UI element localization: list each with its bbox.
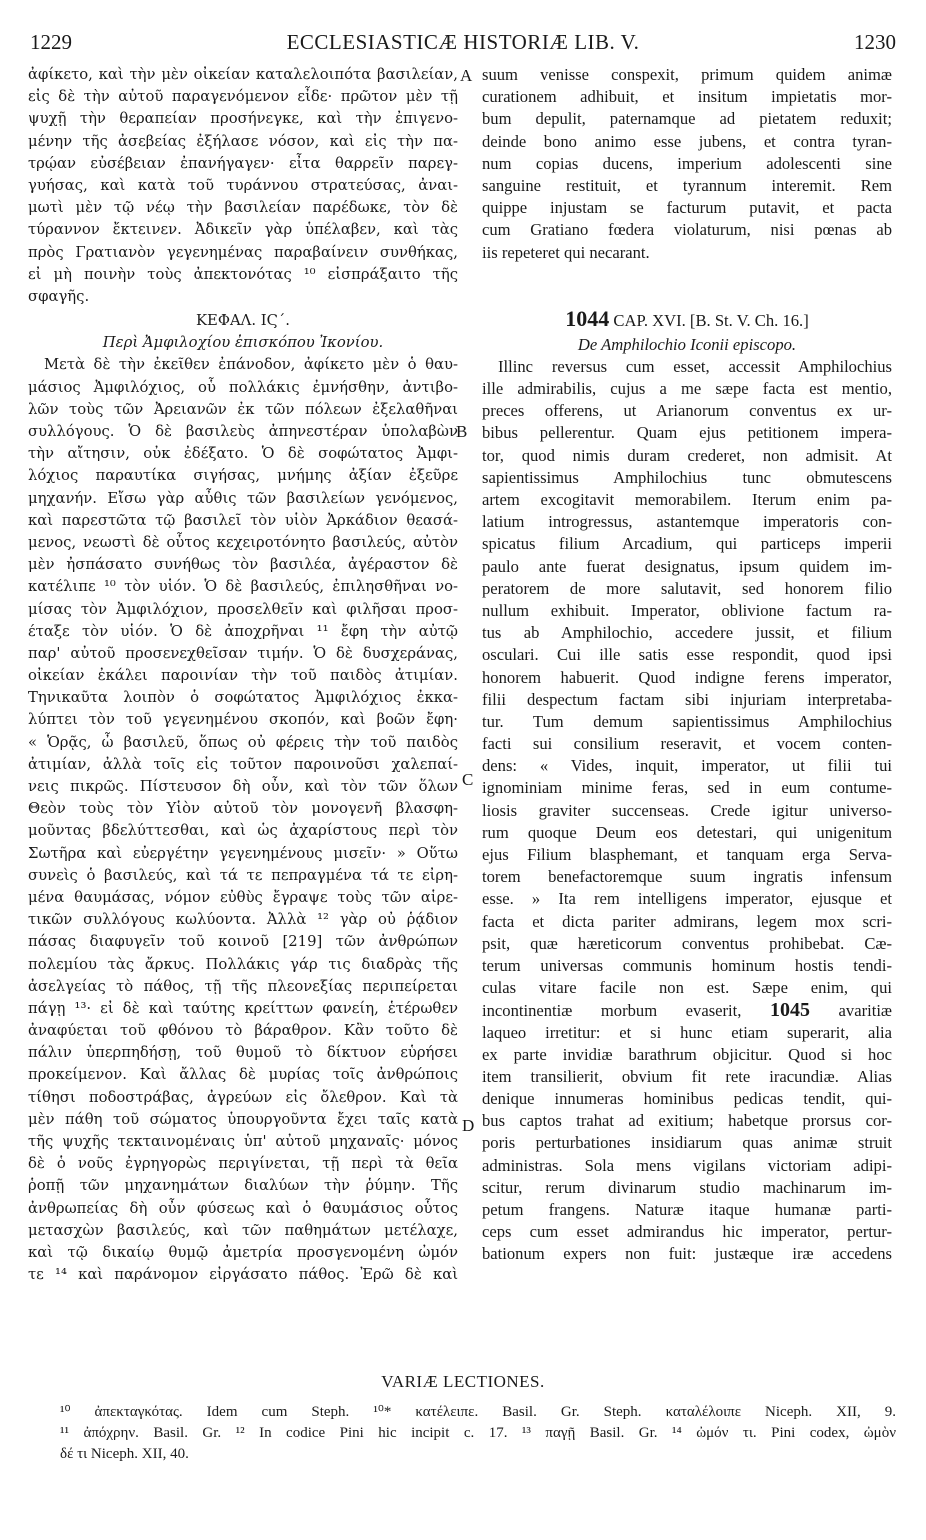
text-line: peratorem de more salutavit, sed honorem filio — [482, 578, 892, 598]
text-line: ceps cum esset admirandus hic imperator, pertur- — [482, 1222, 892, 1242]
text-line: petum frangens. Naturæ itaque humanæ parti- — [482, 1200, 892, 1219]
text-line: ἀσελγείας τὸ πάθος, τῇ τῆς πλεονεξίας περιπείρεται — [28, 977, 458, 995]
latin-intro-text — [482, 64, 892, 264]
text-line: preces offerens, ut Arianorum conventus ex ur- — [482, 401, 892, 421]
text-line: δέ τι Niceph. XII, 40. — [60, 1446, 189, 1462]
text-line: κατέλιπε ¹⁰ τὸν υἱόν. Ὁ δὲ βασιλεύς, ἐπιλησθῆναι νο- — [28, 578, 458, 596]
page-number-left: 1229 — [30, 30, 72, 54]
text-line: scitur, rerum divinarum studio machinarum im- — [482, 1177, 892, 1197]
text-line: osculari. Cui ille satis esse respondit, quod ipsi — [482, 645, 892, 665]
text-line: paulo ante fuerat designatus, ipsum quidem im- — [482, 556, 892, 576]
text-line: esse. » Ita rem intelligens imperator, ejusque et — [482, 889, 892, 909]
text-line: τρῴαν εὐσέβειαν ἐπανήγαγεν· εἶτα θαρρεῖν παρεγ- — [28, 154, 458, 172]
text-line: συνεὶς ὁ βασιλεύς, καὶ τά τε πεπραγμένα τά τε εἰρη- — [28, 866, 458, 884]
text-line: μίσας τὸν Ἀμφιλόχιον, προσελθεῖν καὶ φιλῆσαι προσ- — [28, 600, 458, 618]
text-line: deinde bono animo esse jubens, et contra tyran- — [482, 131, 892, 151]
text-line: έταξε τὸν υἱόν. Ὁ δὲ ἀποχρῆναι ¹¹ ἔφη τὴν αὐτῷ — [28, 622, 458, 640]
margin-letter-b: B — [456, 422, 468, 441]
margin-letter-c: C — [462, 770, 474, 789]
text-line: γυήσας, καὶ κατὰ τοῦ τυράννου στρατεύσας, ἀναι- — [28, 176, 458, 194]
text-line: dens: « Vides, inquit, imperator, ut filii tui — [482, 756, 892, 776]
text-line: ille admirabilis, cujus a me sæpe facta est mentio, — [482, 379, 892, 399]
text-line: ¹¹ ἀπόχρην. Basil. Gr. ¹² In codice Pini hic incipit c. 17. ¹³ παγῇ Basil. Gr. ¹⁴ ὠμόν τι. Pini codex, ὠμὸν — [60, 1425, 896, 1441]
text-line: καὶ παρεστῶτα τῷ βασιλεῖ τὸν υἱὸν Ἀρκάδιον θεασά- — [28, 511, 458, 529]
latin-chapter-label: CAP. XVI. [B. St. V. Ch. 16.] — [613, 310, 809, 330]
text-line: bus captos trahat ad exitium; habetque prorsus cor- — [482, 1111, 892, 1131]
text-line: liosis graviter succenseas. Crede igitur universo- — [482, 800, 892, 820]
chapter-number: 1044 — [565, 307, 610, 331]
text-line: μὲν ἠσπάσατο συνήθως τὸν βασιλέα, ἀγέραστον δὲ — [28, 556, 458, 574]
variae-lectiones-notes — [60, 1402, 896, 1465]
margin-letter-a: A — [460, 66, 473, 85]
text-line: μετασχὼν βασιλεύς, καὶ τῶν παθημάτων μετέλαχε, — [28, 1221, 458, 1239]
text-line: ejus Filium blasphemant, et tanquam erga Serva- — [482, 845, 892, 864]
greek-chapter-text — [28, 354, 458, 1286]
text-line: item transilierit, obvium fit rete iracundiæ. Alias — [482, 1066, 892, 1086]
text-segment: avaritiæ — [809, 1001, 892, 1021]
text-line: administras. Sola mens vigilans victoriam adipi- — [482, 1155, 892, 1175]
text-line: εἰς δὲ τὴν αὐτοῦ παραγενόμενον εἶδε· πρῶτον μὲν τῇ — [28, 88, 458, 106]
text-line: torem benefactoremque suum ingratis infensum — [482, 867, 892, 887]
text-line: sanguine restituit, et tyrannum interemit. Rem — [482, 175, 892, 195]
text-line: tus ab Amphilochio, accedere jussit, et filium — [482, 623, 892, 643]
text-line: πολεμίου τὰς ἄρκυς. Πολλάκις γάρ τις διαδρὰς τῆς — [28, 955, 458, 973]
text-line: ex parte invidiæ barathrum objicitur. Quod si hoc — [482, 1044, 892, 1064]
text-line: ἀτιμίαν, ἀλλὰ τοῖς εἰς τοῦτον παροινοῦσι χαλεπαί- — [28, 755, 458, 773]
greek-column — [28, 64, 458, 1286]
text-line: εἰ μὴ ποινὴν τοὺς ἀπεκτονότας ¹⁰ εἰσπράξαιτο τῆς — [28, 265, 458, 283]
text-line: ¹⁰ ἀπεκταγκότας. Idem cum Steph. ¹⁰* κατέλειπε. Basil. Gr. Steph. καταλέλοιπε Niceph. XII, 9. — [60, 1404, 896, 1420]
text-line — [482, 999, 892, 1021]
text-line: τικῶν συλλόγους κωλύοντα. Ἀλλὰ ¹² γὰρ οὐ ῥᾴδιον — [28, 911, 458, 929]
text-line: honorem habuerit. Quod indigne ferens imperator, — [482, 667, 892, 687]
text-line: curationem adhibuit, et insitum impietatis mor- — [482, 87, 892, 107]
text-line: ῥοπῇ τῶν μηχανημάτων διαλύων τὴν ῥύμην. Τῆς — [28, 1177, 458, 1195]
text-line: cum Gratiano fœdera violaturum, nisi pœnas ab — [482, 220, 892, 240]
text-line: μοῦντας βδελύττεσθαι, καὶ ὡς ἀχαρίστους περὶ τὸν — [28, 822, 458, 840]
text-line: τε ¹⁴ καὶ παράνομον εἰργάσατο πάθος. Ἐρῶ δὲ καὶ — [28, 1266, 458, 1284]
greek-chapter-label: ΚΕΦΑΛ. ΙϚ΄. — [195, 312, 291, 330]
text-line: πάλιν ὑπερπηδήσῃ, τοῦ θυμοῦ τὸ δίκτυον εὑρήσει — [28, 1044, 458, 1062]
text-line: facti sui consilium reseravit, et vocem conten- — [482, 734, 892, 754]
text-line: ignominiam minime feras, sed in eum contume- — [482, 778, 892, 798]
text-line: artem excogitavit memorabilem. Iterum enim pa- — [482, 490, 892, 509]
text-line: μωτὶ μὲν τῷ νέῳ τὴν βασιλείαν παρέδωκε, τὸν δὲ — [28, 199, 458, 217]
text-line: psit, quæ hæreticorum conventus prohibebat. Cæ- — [482, 933, 892, 953]
text-line: quippe injustam se facturum putavit, et pacta — [482, 198, 892, 218]
text-line: συλλόγους. Ὁ δὲ βασιλεὺς ἀπηνεστέραν ὑπολαβὼν — [28, 423, 458, 440]
text-line: Τηνικαῦτα λοιπὸν ὁ σοφώτατος Ἀμφιλόχιος ἐκκα- — [28, 689, 458, 707]
text-line: Illinc reversus cum esset, accessit Amphilochius — [498, 356, 892, 376]
text-line: λύπτει τὸν τοῦ γεγενημένου σκοπόν, καὶ βοῶν ἔφη· — [28, 711, 458, 729]
text-line: facta et dicta pariter admirans, legem mox scri- — [482, 911, 892, 931]
text-line: rum quoque Deum eos detestari, qui unigenitum — [482, 822, 892, 842]
text-line: μένα θαυμάσας, νόμον εὐθὺς ἔγραψε τοὺς τῶν αἱρε- — [28, 888, 458, 906]
text-line: bationum expers non fuit: justæque iræ accedens — [482, 1244, 892, 1264]
text-line: num copias ducens, imperium adolescenti sine — [482, 153, 892, 173]
text-line: culas vitare facile non est. Sæpe enim, qui — [482, 978, 892, 998]
text-line: terum universas communis hominum hostis tendi- — [482, 955, 892, 975]
text-line: laqueo irretitur: et si hunc etiam superarit, alia — [482, 1022, 892, 1042]
latin-chapter-text — [482, 356, 892, 1266]
running-title: ECCLESIASTICÆ HISTORIÆ LIB. V. — [286, 30, 640, 54]
text-line: denique innumeras hominibus pedicas tendit, qui- — [482, 1089, 892, 1109]
text-line: ἀναφύεται τοῦ φθόνου τὸ βάραθρον. Κἂν τοῦτο δὲ — [28, 1022, 458, 1040]
text-line: bibus pellerentur. Quam ejus petitionem impera- — [482, 423, 892, 443]
text-line: νεις πικρῶς. Πίστευσον δὴ οὖν, καὶ τὸν τῶν ὅλων — [28, 778, 458, 795]
text-line: μηχανήν. Εἴσω γὰρ αὖθις τῶν βασιλείων γενόμενος, — [28, 489, 458, 507]
text-line: καὶ τῷ δικαίῳ θυμῷ ἀμετρία προσγενομένη ὠμόν — [28, 1243, 458, 1261]
text-line: σφαγῆς. — [28, 287, 90, 305]
text-line: μὲν πάθη τοῦ σώματος ὑπουργοῦντα ἔχει ταῖς κατὰ — [28, 1110, 458, 1128]
greek-intro-text — [28, 64, 458, 308]
page-number-right: 1230 — [854, 30, 896, 54]
text-line: sapientissimus Amphilochius tunc obmutescens — [482, 467, 892, 487]
text-line: tur. Tum demum sapientissimus Amphilochius — [482, 711, 892, 731]
text-line: filii despectum factam sibi injuriam interpretaba- — [482, 689, 892, 709]
text-line: δὲ ὁ νοῦς ἐγρηγορὼς περιγίνεται, τῇ περὶ τὰ θεῖα — [28, 1155, 458, 1173]
latin-chapter-title: De Amphilochio Iconii episcopo. — [577, 334, 797, 354]
text-segment: incontinentiæ morbum evaserit, — [482, 1001, 770, 1021]
text-line: poris perturbationes insidiarum quas animæ struit — [482, 1133, 892, 1153]
text-line: μάσιος Ἀμφιλόχιος, οὗ πολλάκις ἐμνήσθην, ἀντιβο- — [28, 378, 458, 396]
text-line: bum depulit, paternamque ad pietatem reduxit; — [482, 109, 892, 129]
text-line: λῶν τοὺς τῶν Ἀρειανῶν ἐκ τῶν πόλεων ἐξελαθῆναι — [28, 400, 458, 418]
text-line: nullum exhibuit. Imperator, oblivione factum ra- — [482, 600, 892, 620]
text-line: οἰκείαν ἐκάλει παροινίαν τὴν τοῦ παιδὸς ἀτιμίαν. — [28, 667, 458, 685]
text-line: παρ' αὐτοῦ προσενεχθεῖσαν τιμήν. Ὁ δὲ δυσχεράνας, — [28, 644, 458, 662]
text-line: πρὸς Γρατιανὸν γεγενημένας παραβαίνειν συνθήκας, — [28, 243, 458, 261]
greek-chapter-title: Περὶ Ἀμφιλοχίου ἐπισκόπου Ἰκονίου. — [102, 334, 384, 352]
text-line: τύραννον ἔκτεινεν. Ἀδικεῖν γὰρ ὑπέλαβεν, καὶ τὰς — [28, 221, 458, 239]
text-line: Σωτῆρα καὶ εὐεργέτην γεγενημένους μισεῖν· » Οὕτω — [28, 844, 458, 862]
inline-column-number: 1045 — [769, 999, 810, 1022]
text-line: τίθησι ποδοστράβας, ἀγρεύων εἰς ὄλεθρον. Καὶ τὰ — [28, 1088, 458, 1106]
page-header — [30, 30, 896, 64]
text-line: μένην τῆς ἀσεβείας ἐξήλασε νόσον, καὶ εἰς τὴν πα- — [28, 132, 458, 150]
text-line: μενος, νεωστὶ δὲ οὗτος κεχειροτόνητο βασιλεύς, αὐτὸν — [28, 533, 458, 551]
text-line: λόχιος παραυτίκα σιγήσας, μνήμης ἀξίαν ἐξεῦρε — [28, 467, 458, 485]
variae-lectiones-title: VARIÆ LECTIONES. — [381, 1372, 545, 1391]
text-line: πάγῃ ¹³· εἰ δὲ καὶ ταύτης κρείττων φανείη, ἑτέρωθεν — [28, 999, 458, 1017]
text-line: ἀνθρωπείας δὴ οὖν φύσεως καὶ ὁ θαυμάσιος οὗτος — [28, 1199, 458, 1217]
text-line: iis repeteret qui necarant. — [482, 242, 650, 262]
text-line: Θεὸν τοὺς τὸν Υἱὸν αὐτοῦ τὸν μονογενῆ βλασφη- — [28, 800, 458, 818]
text-line: προκείμενον. Καὶ ἄλλας δὲ μυρίας τοῖς ἀνθρώποις — [28, 1066, 458, 1084]
text-line: πάσας διαφυγεῖν τοῦ κοινοῦ [219] τῶν ἀνθρώπων — [28, 933, 458, 951]
text-line: ἀφίκετο, καὶ τὴν μὲν οἰκείαν καταλελοιπότα βασιλείαν, — [28, 66, 458, 83]
text-line: « Ὁρᾷς, ὦ βασιλεῦ, ὅπως οὐ φέρεις τὴν τοῦ παιδὸς — [28, 733, 458, 751]
text-line: tor, quod nimis duram crederet, non admisit. At — [482, 445, 892, 465]
text-line: τῆς ψυχῆς τεκταινομέναις ὑπ' αὐτοῦ μηχαναῖς· μόνος — [28, 1133, 458, 1150]
text-line: τὴν αἴτησιν, οὐκ ἐδέξατο. Ὁ δὲ σοφώτατος Ἀμφι- — [28, 445, 458, 463]
text-line: Μετὰ δὲ τὴν ἐκεῖθεν ἐπάνοδον, ἀφίκετο μὲν ὁ θαυ- — [44, 356, 458, 374]
text-line: suum venisse conspexit, primum quidem animæ — [482, 65, 892, 84]
latin-chapter-heading — [482, 308, 892, 334]
text-line: ψυχῇ τὴν θεραπείαν προσήνεγκε, καὶ τὴν ἐπιγενο- — [28, 110, 458, 128]
margin-letter-d: D — [462, 1116, 475, 1135]
text-line: spicatus filium Arcadium, qui particeps imperii — [482, 534, 892, 554]
latin-column — [482, 64, 892, 1266]
text-line: latium introgressus, astantemque imperatoris con- — [482, 512, 892, 532]
